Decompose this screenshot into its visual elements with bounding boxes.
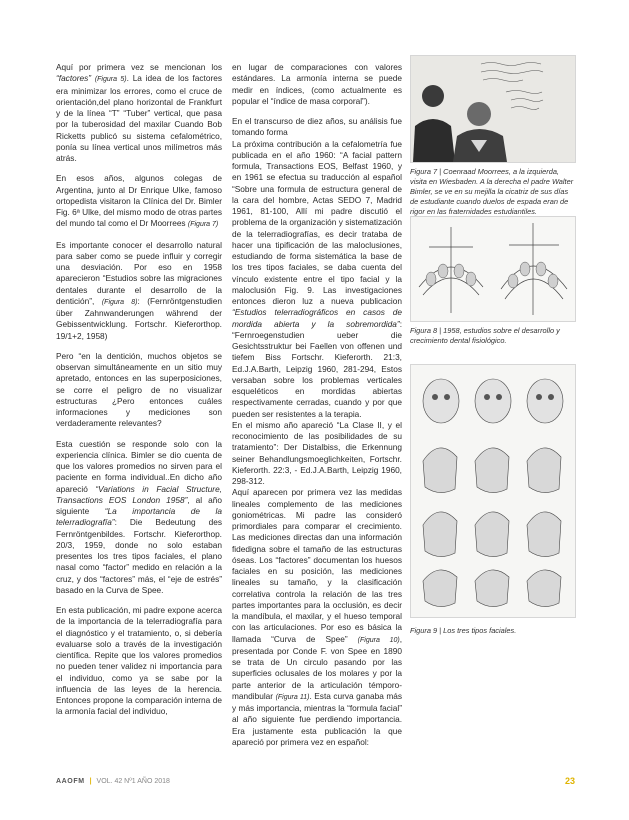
text-run: Aquí por primera vez se mencionan los <box>56 62 222 72</box>
text-run: : (Fernröntgenstudien über Zahnwanderungen während der Gebissentwicklung. Fortschr. Kieferorthop. 19/1+2, 1958) <box>56 295 223 341</box>
publication-title: “La importancia de la telerradiografía” <box>56 506 222 528</box>
journal-issue: VOL. 42 Nº1 AÑO 2018 <box>96 778 170 785</box>
page-number: 23 <box>564 776 575 786</box>
paragraph: En el transcurso de diez años, su análisis fue tomando forma <box>232 116 402 138</box>
figure-reference: (Figura 10) <box>357 636 400 644</box>
text-run: Esta cuestión se responde solo con la experiencia clínica. Bimler se dio cuenta de que los valores promedios no sirven para el paciente en forma individual..En dicho año apareció <box>56 438 222 494</box>
publication-title: “Variations in Facial Structure, Transactions EOS London 1958” <box>56 483 222 505</box>
figure-8-caption: Figura 8 | 1958, estudios sobre el desarrollo y crecimiento dental fisiológico. <box>410 326 560 345</box>
text-run: Es importante conocer el desarrollo natural para saber como se puede influir y corregir una desviación. Por eso en 1958 aparecieron “Estudios sobre las migraciones dentales durante el desarrollo de la dentición”, <box>56 239 222 306</box>
paragraph: Pero “en la dentición, muchos objetos se observan simultáneamente en un sitio muy apretado, entonces en las superposiciones, se corre el peligro de no visualizar estructuras ¿Pero entonces cuáles informaciones y mediciones son verdaderamente relevantes? <box>56 350 222 429</box>
text-run: : “Fernroegenstudien ueber die Gesichtsstruktur bei Faellen von offenen und tiefem Biss Fortschr. Kieferorth. 21:3, Ed.J.A.Barth, Leipzig 1960, 281-294, Estos versaban sobre los problemas verticales esqueléticos en mordidas abiertas respectivamente cerradas, cuando y por que pueden ser resistentes a la terapia. <box>232 318 402 419</box>
paragraph: En el mismo año apareció “La Clase II, y el reconocimiento de las posibilidades de su tratamiento”: Der Distalbiss, die Erkennung seiner Behandlungsmoeglichkeiten, Fortschr. Kieferorth. 22:3, - Ed.J.A.Barth, Leipzig 1960, 298-312. <box>232 419 402 486</box>
paragraph <box>56 240 222 342</box>
publication-title: “Estudios telerradiográficos en casos de mordida abierta y la sobremordida” <box>232 307 402 329</box>
text-run: . Esta curva ganaba más y más importancia, mientras la “formula facial” al año siguiente fue perdiendo importancia. Era justamente esta publicación la que apareció por primera vez en español: <box>232 690 402 747</box>
figure-reference: (Figura 7) <box>187 221 219 229</box>
page-footer <box>56 778 575 790</box>
figure-reference: (Figura 5) <box>94 76 127 84</box>
paragraph: en lugar de comparaciones con valores estándares. La armonía interna se puede medir en índices, (como actualmente es popular el “índice de masa corporal”). <box>232 62 402 106</box>
figure-reference: (Figura 8) <box>101 298 138 306</box>
text-column-1 <box>56 62 222 727</box>
figure-7-caption: Figura 7 | Coenraad Moorrees, a la izquierda, visita en Wiesbaden. A la derecha el padre Walter Bimler, se ve en su mejilla la cicatriz de sus días de estudiante cuando duelos de espada eran de rigor en las fraternidades estudiantiles. <box>410 167 574 216</box>
text-column-2 <box>232 62 402 757</box>
emphasis: “factores” <box>56 73 92 84</box>
text-run: Aquí aparecen por primera vez las medidas lineales complemento de las mediciones goniométricas. Mi padre las consideró primordiales para comparar el crecimiento. Las mediciones directas dan una información fidedigna sobre el tamaño de las estructuras óseas. Los “factores” documentan los huesos faciales en su posición, las mediciones lineales su tamaño, y la clasificación correlativa controla la relación de las tres partes importantes para la occlusión, es decir la mandíbula, el maxilar, y el hueso temporal con las articulaciones. Por eso es básica la llamada “Curva de Spee” <box>232 487 402 644</box>
text-run: , presentada por Conde F. von Spee en 1890 se trata de Un circulo pasando por las superficies oclusales de los molares y por la parte anterior de la articulación témporo-mandibular <box>232 633 402 701</box>
paragraph <box>56 173 222 230</box>
footer-separator: | <box>89 778 92 785</box>
journal-name: AAOFM <box>56 778 85 785</box>
text-run: , al año siguiente <box>56 494 222 516</box>
figure-reference: (Figura 11) <box>275 693 310 701</box>
text-run: : Die Bedeutung des Fernröntgenbildes. Fortschr. Kieferorthop. 20/3, 1959, donde no solo estaban presentes los tres tipos faciales, el plano nasal como “factor” medido en relación a la cruz, y dos “factores” más, el “eje de estrés” basado en la Curva de Spee. <box>56 517 222 595</box>
text-run: En esos años, algunos colegas de Argentina, junto al Dr Enrique Ulke, famoso ortopedista visitaron la Clínica del Dr. Bimler Fig. 6ª Ulke, del mismo modo de otras partes del mundo tal como el Dr Moorrees <box>56 173 222 229</box>
paragraph <box>56 62 222 164</box>
figure-9-caption: Figura 9 | Los tres tipos faciales. <box>410 626 517 635</box>
figure-9-plate <box>410 364 576 618</box>
figure-7-photo <box>410 55 576 163</box>
paragraph <box>232 139 402 420</box>
text-run: . La idea de los factores era minimizar los errores, como el cruce de orientación,del plano horizontal de Frankfurt y de la línea “T” “Tuber” vertical, que pasa por la tuberosidad del maxilar Cuando Bob Ricketts publicó su sistema cefalométrico, ponía su línea vertical unos milímetros más atrás. <box>56 73 223 163</box>
figure-8-diagram <box>410 216 576 322</box>
text-run: La próxima contribución a la cefalometría fue publicada en el año 1960: “A facial pattern formula, Transactions EOS, Belfast 1960, y en 1961 se efectua su traducción al español “Sobre una formula de estructura general de la cara del hombre, Actas SEDO 7, Madrid 1961, 81-100, Allí mi padre discutió el problema de la organización y sistematización de la telerradiografías, es decir trataba de hacer una tipificación de las maloclusiones, estudiando de forma sistemática la base de los tres tipos faciales, se daba cuenta del vínculo existente entre el tipo facial y la maloclusión Fig. 9. Las investigaciones entonces dieron luz a nueva publicacion <box>232 138 402 306</box>
paragraph <box>232 487 402 748</box>
paragraph: En esta publicación, mi padre expone acerca de la importancia de la telerradiografía para el diagnóstico y el tratamiento, o, si debería evaluarse solo a través de la investigación científica. Repite que los valores promedios no pueden tener validez ni importancia para el individuo, como ya se sabe por la influencia de las leyes de la herencia. Entonces propone la comparación interna de la armonía facial del individuo, <box>56 605 222 717</box>
paragraph <box>56 439 222 597</box>
